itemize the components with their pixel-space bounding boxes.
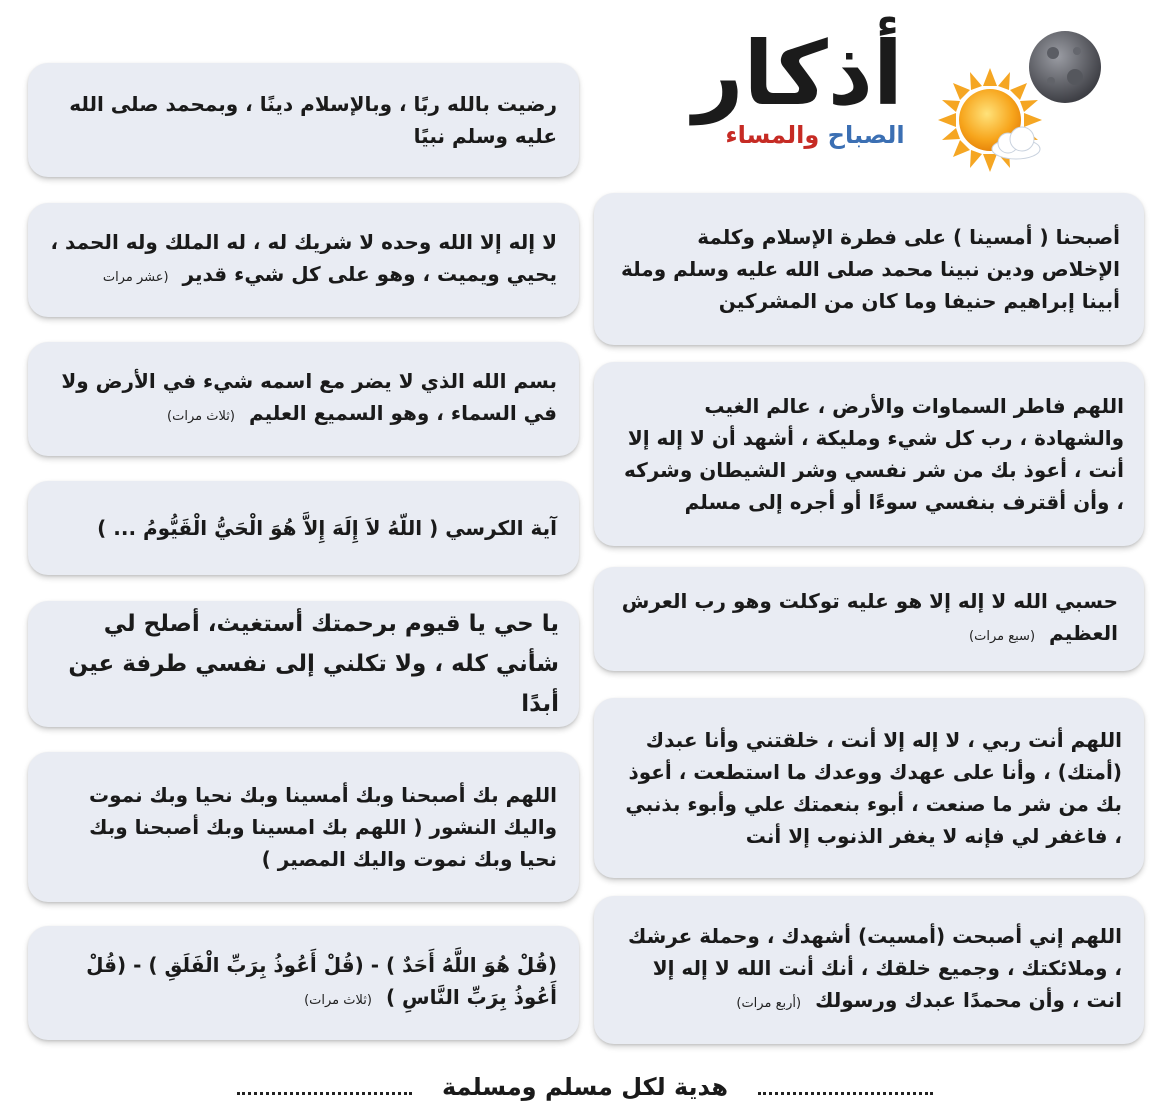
dhikr-card	[594, 362, 1144, 546]
dhikr-card	[594, 193, 1144, 345]
dhikr-text: أصبحنا ( أمسينا ) على فطرة الإسلام وكلمة الإخلاص ودين نبينا محمد صلى الله عليه وسلم وملة أبينا إبراهيم حنيفا وما كان من المشركين	[621, 225, 1120, 313]
repeat-note: (ثلاث مرات)	[304, 993, 372, 1008]
dhikr-text: بسم الله الذي لا يضر مع اسمه شيء في الأرض ولا في السماء ، وهو السميع العليم(ثلاث مرات)	[61, 369, 557, 425]
dhikr-text: رضيت بالله ربًا ، وبالإسلام دينًا ، وبمحمد صلى الله عليه وسلم نبيًا	[69, 92, 557, 148]
dhikr-text: يا حي يا قيوم برحمتك أستغيث، أصلح لي شأني كله ، ولا تكلني إلى نفسي طرفة عين أبدًا	[68, 611, 559, 717]
page-subtitle	[705, 121, 925, 149]
dotted-divider	[758, 1092, 933, 1095]
dhikr-text: (قُلْ هُوَ اللَّهُ أَحَدٌ ) - (قُلْ أَعُوذُ بِرَبِّ الْفَلَقِ ) - (قُلْ أَعُوذُ بِرَبِّ النَّاسِ )(ثلاث مرات)	[86, 953, 557, 1009]
dhikr-card	[28, 203, 579, 317]
dhikr-text: لا إله إلا الله وحده لا شريك له ، له الملك وله الحمد ، يحيي ويميت ، وهو على كل شيء قدير(عشر مرات	[50, 230, 557, 286]
dhikr-card	[28, 63, 579, 177]
dhikr-card	[28, 481, 579, 575]
dhikr-text: آية الكرسي ( اللّهُ لاَ إِلَهَ إِلاَّ هُوَ الْحَيُّ الْقَيُّومُ ... )	[97, 516, 557, 540]
footer	[0, 1062, 1170, 1112]
page-title: أذكار	[692, 22, 904, 125]
header	[670, 22, 1160, 175]
dhikr-card	[28, 342, 579, 456]
dhikr-card	[594, 896, 1144, 1044]
dhikr-card	[594, 698, 1144, 878]
dhikr-card	[28, 926, 579, 1040]
subtitle-morning: الصباح	[827, 121, 905, 149]
dhikr-text: اللهم أنت ربي ، لا إله إلا أنت ، خلقتني وأنا عبدك (أمتك) ، وأنا على عهدك ووعدك ما استطعت ، أعوذ بك من شر ما صنعت ، أبوء بنعمتك علي وأبوء بذنبي ، فاغفر لي فإنه لا يغفر الذنوب إلا أنت	[625, 728, 1122, 848]
dhikr-text: اللهم بك أصبحنا وبك أمسينا وبك نحيا وبك نموت واليك النشور ( اللهم بك امسينا وبك أصبحنا وبك نحيا وبك نموت واليك المصير )	[89, 783, 557, 871]
dhikr-text: اللهم فاطر السماوات والأرض ، عالم الغيب والشهادة ، رب كل شيء ومليكة ، أشهد أن لا إله إلا أنت ، أعوذ بك من شر نفسي وشر الشيطان وشركه ، وأن أقترف بنفسي سوءًا أو أجره إلى مسلم	[623, 394, 1124, 514]
repeat-note: (ثلاث مرات)	[167, 409, 235, 424]
dotted-divider	[237, 1092, 412, 1095]
dhikr-card	[594, 567, 1144, 671]
dhikr-text: حسبي الله لا إله إلا هو عليه توكلت وهو رب العرش العظيم(سبع مرات)	[621, 589, 1118, 645]
dhikr-card	[28, 752, 579, 902]
repeat-note: (سبع مرات)	[969, 629, 1036, 644]
footer-text: هدية لكل مسلم ومسلمة	[441, 1073, 729, 1101]
repeat-note: (عشر مرات	[102, 270, 169, 285]
dhikr-text: اللهم إني أصبحت (أمسيت) أشهدك ، وحملة عرشك ، وملائكتك ، وجميع خلقك ، أنك أنت الله لا إله إلا انت ، وأن محمدًا عبدك ورسولك(أربع مرات)	[627, 924, 1122, 1012]
moon-icon	[1025, 27, 1105, 107]
dhikr-card	[28, 601, 579, 727]
subtitle-evening: والمساء	[725, 121, 820, 149]
repeat-note: (أربع مرات)	[736, 996, 802, 1011]
